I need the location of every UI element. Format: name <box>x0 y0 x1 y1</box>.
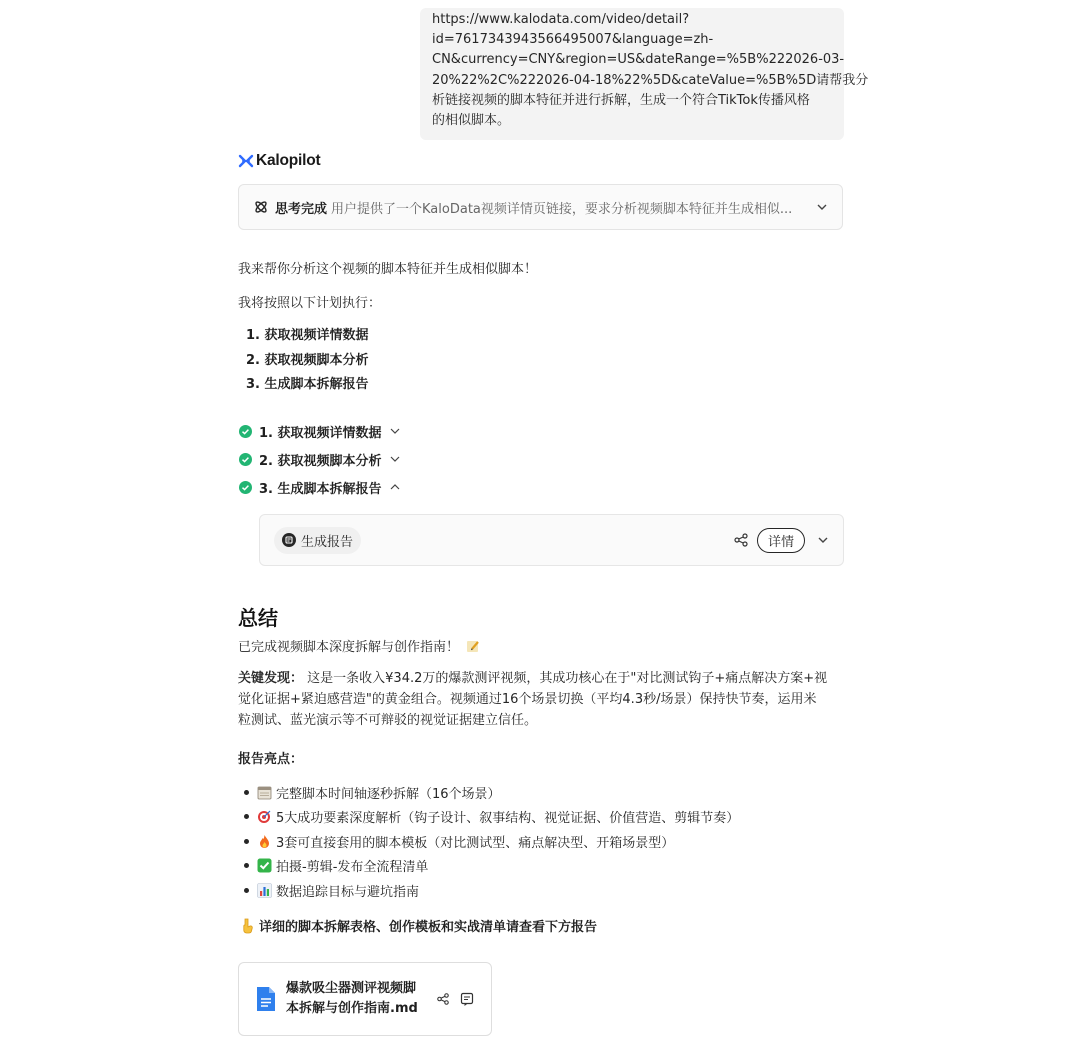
step-label: 2. 获取视频脚本分析 <box>259 453 382 469</box>
tool-chip <box>274 527 361 554</box>
chevron-down-icon[interactable] <box>388 452 402 466</box>
fire-icon <box>257 834 272 849</box>
user-message-line: CN&currency=CNY&region=US&dateRange=%5B%222026-03- <box>432 52 845 68</box>
plan-intro: 我将按照以下计划执行： <box>238 296 382 311</box>
check-circle-icon <box>239 481 252 494</box>
user-message-line: 的相似脚本。 <box>432 113 511 129</box>
assistant-intro: 我来帮你分析这个视频的脚本特征并生成相似脚本！ <box>238 262 538 277</box>
plan-list <box>246 324 369 398</box>
share-icon[interactable] <box>436 992 450 1006</box>
bar-chart-icon <box>257 883 272 898</box>
chevron-up-icon[interactable] <box>388 480 402 494</box>
plan-item: 1. 获取视频详情数据 <box>246 328 369 343</box>
file-actions <box>436 992 474 1006</box>
report-tool-icon <box>282 533 296 547</box>
step-label: 1. 获取视频详情数据 <box>259 425 382 441</box>
highlight-item <box>244 829 739 854</box>
highlight-item <box>244 805 739 830</box>
thinking-summary: 用户提供了一个KaloData视频详情页链接，要求分析视频脚本特征并生成相似... <box>331 201 793 217</box>
share-icon[interactable] <box>733 532 749 548</box>
plan-item: 3. 生成脚本拆解报告 <box>246 377 369 392</box>
highlight-item <box>244 878 739 903</box>
summary-subtitle-text: 已完成视频脚本深度拆解与创作指南！ <box>238 640 460 655</box>
highlight-item <box>244 780 739 805</box>
step-item[interactable] <box>239 417 402 445</box>
highlights-title: 报告亮点： <box>238 752 304 767</box>
file-name <box>286 979 428 1019</box>
thinking-panel[interactable] <box>238 184 843 230</box>
key-findings <box>238 668 844 731</box>
target-icon <box>257 809 272 824</box>
highlights-list <box>244 780 739 903</box>
report-pointer <box>240 916 597 935</box>
user-message-line: id=7617343943566495007&language=zh- <box>432 32 714 48</box>
highlight-item <box>244 854 739 879</box>
thinking-title: 思考完成 <box>275 201 328 217</box>
summary-subtitle <box>238 636 481 655</box>
step-item[interactable] <box>239 473 402 501</box>
user-message-line: 20%22%2C%222026-04-18%22%5D&cateValue=%5B%5D请帮我分 <box>432 72 869 88</box>
chevron-down-icon[interactable] <box>814 199 830 215</box>
check-circle-icon <box>239 453 252 466</box>
chevron-down-icon[interactable] <box>815 532 831 548</box>
execution-steps <box>239 417 402 501</box>
summary-title: 总结 <box>238 606 278 630</box>
tool-chip-label: 生成报告 <box>301 534 354 550</box>
assistant-name: Kalopilot <box>256 152 321 169</box>
report-file-card[interactable] <box>238 962 492 1036</box>
step-item[interactable] <box>239 445 402 473</box>
user-message-line: 析链接视频的脚本特征并进行拆解，生成一个符合TikTok传播风格 <box>432 92 810 108</box>
key-findings-text: 这是一条收入¥34.2万的爆款测评视频，其成功核心在于"对比测试钩子+痛点解决方案+视 <box>303 671 828 686</box>
file-name-line: 爆款吸尘器测评视频脚 <box>286 981 417 996</box>
user-message-bubble <box>420 8 869 140</box>
kalopilot-logo-icon <box>238 154 254 168</box>
pointing-down-icon <box>240 918 255 934</box>
preview-icon[interactable] <box>460 992 474 1006</box>
calendar-icon <box>257 785 272 800</box>
report-pointer-text: 详细的脚本拆解表格、创作模板和实战清单请查看下方报告 <box>259 920 598 935</box>
highlight-text: 5大成功要素深度解析（钩子设计、叙事结构、视觉证据、价值营造、剪辑节奏） <box>276 811 740 827</box>
file-name-line: 本拆解与创作指南.md <box>286 1001 418 1016</box>
tool-call-card <box>259 514 844 566</box>
user-message-line: https://www.kalodata.com/video/detail? <box>432 12 690 27</box>
assistant-brand <box>238 152 321 170</box>
thinking-icon <box>253 199 269 215</box>
detail-button[interactable]: 详情 <box>757 528 805 553</box>
plan-item: 2. 获取视频脚本分析 <box>246 352 369 368</box>
highlight-text: 3套可直接套用的脚本模板（对比测试型、痛点解决型、开箱场景型） <box>276 835 675 851</box>
key-findings-text: 粒测试、蓝光演示等不可辩驳的视觉证据建立信任。 <box>238 713 538 728</box>
key-findings-label: 关键发现： <box>238 671 304 686</box>
highlight-text: 拍摄-剪辑-发布全流程清单 <box>276 860 429 876</box>
key-findings-text: 觉化证据+紧迫感营造"的黄金组合。视频通过16个场景切换（平均4.3秒/场景）保持快节奏，运用米 <box>238 692 817 707</box>
chevron-down-icon[interactable] <box>388 424 402 438</box>
step-label: 3. 生成脚本拆解报告 <box>259 481 382 497</box>
memo-icon <box>465 638 481 654</box>
highlight-text: 数据追踪目标与避坑指南 <box>276 884 420 900</box>
document-icon <box>255 986 277 1012</box>
highlight-text: 完整脚本时间轴逐秒拆解（16个场景） <box>276 786 501 802</box>
check-box-icon <box>257 858 272 873</box>
check-circle-icon <box>239 425 252 438</box>
